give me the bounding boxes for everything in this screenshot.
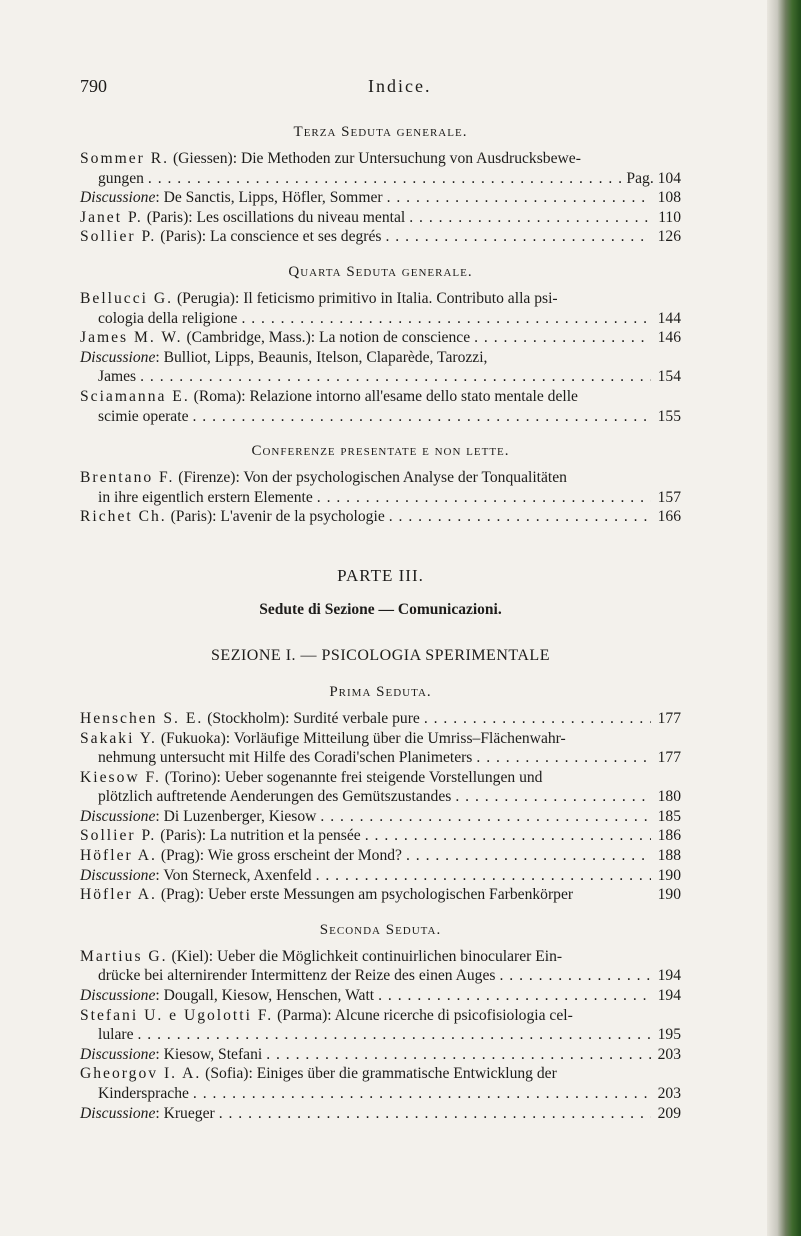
dot-leader bbox=[409, 208, 651, 228]
entry-title-text: (Prag): Wie gross erscheint der Mond? bbox=[160, 847, 402, 865]
page-reference: 110 bbox=[658, 208, 681, 226]
dot-leader bbox=[140, 367, 651, 387]
entry-line bbox=[80, 367, 681, 387]
entry-title-text: (Giessen): Die Methoden zur Untersuchung von Ausdrucksbewe- bbox=[172, 150, 581, 167]
page-reference: 188 bbox=[657, 847, 681, 865]
discussion-label: Discussione bbox=[80, 1045, 156, 1063]
entry-text bbox=[80, 885, 573, 905]
entry-title-text: (Perugia): Il feticismo primitivo in Italia. Contributo alla psi- bbox=[176, 289, 558, 307]
index-entry bbox=[80, 188, 681, 208]
author-name: Kiesow F. bbox=[80, 768, 161, 786]
dot-leader bbox=[317, 488, 651, 508]
entry-line bbox=[80, 1084, 681, 1104]
page-reference: 195 bbox=[657, 1026, 681, 1044]
entry-line bbox=[80, 507, 681, 527]
entry-text bbox=[80, 807, 316, 827]
entry-text bbox=[80, 1007, 573, 1024]
page-reference: 157 bbox=[657, 488, 681, 506]
index-entry bbox=[80, 986, 681, 1006]
entry-title-text: in ihre eigentlich erstern Elemente bbox=[98, 488, 313, 506]
entry-title-text: gungen bbox=[98, 169, 144, 187]
entry-line bbox=[80, 787, 681, 807]
dot-leader bbox=[219, 1104, 651, 1124]
entry-line bbox=[80, 227, 681, 247]
author-name: Sollier P. bbox=[80, 228, 157, 246]
entry-title-text: Kindersprache bbox=[98, 1085, 189, 1102]
entry-text bbox=[80, 388, 578, 405]
part-title: PARTE III. bbox=[337, 565, 424, 585]
dot-leader bbox=[193, 407, 652, 427]
dot-leader bbox=[148, 169, 623, 189]
section-heading: Quarta Seduta generale. bbox=[288, 263, 473, 280]
section-heading: Terza Seduta generale. bbox=[293, 124, 468, 140]
entry-text bbox=[98, 169, 144, 189]
entry-line bbox=[80, 1006, 681, 1026]
entry-text bbox=[98, 787, 451, 807]
entry-title-text: (Stockholm): Surdité verbale pure bbox=[207, 709, 420, 727]
entry-title-text: : Krueger bbox=[155, 1104, 215, 1122]
page-reference: 108 bbox=[657, 189, 681, 207]
entry-title-text: plötzlich auftretende Aenderungen des Gemütszustandes bbox=[98, 788, 452, 806]
author-name: Bellucci G. bbox=[80, 289, 174, 307]
part-subtitle: Sedute di Sezione — Comunicazioni. bbox=[259, 600, 502, 618]
entry-title-text: (Cambridge, Mass.): La notion de conscience bbox=[186, 329, 471, 347]
entry-title-text: : Di Luzenberger, Kiesow bbox=[155, 807, 317, 825]
discussion-label: Discussione bbox=[80, 348, 156, 366]
author-name: Gheorgov I. A. bbox=[80, 1065, 202, 1083]
author-name: Sciamanna E. bbox=[80, 387, 190, 405]
entry-title-text: (Prag): Ueber erste Messungen am psychologischen Farbenkörper bbox=[160, 886, 574, 904]
page-reference: 194 bbox=[657, 967, 681, 985]
entry-text bbox=[80, 150, 581, 167]
page-edge-scan-artifact bbox=[767, 0, 801, 1236]
index-entry bbox=[80, 947, 681, 986]
index-content bbox=[80, 121, 681, 1123]
running-title: Indice. bbox=[368, 76, 432, 96]
entry-text bbox=[80, 826, 361, 846]
dot-leader bbox=[316, 866, 651, 886]
author-name: Janet P. bbox=[80, 208, 143, 226]
entry-text bbox=[98, 407, 189, 427]
page-reference: 203 bbox=[657, 1085, 681, 1102]
entry-text bbox=[80, 328, 470, 348]
index-entry bbox=[80, 1104, 681, 1124]
page-number: 790 bbox=[80, 76, 107, 96]
section-heading: Conferenze presentate e non lette. bbox=[251, 443, 510, 460]
entry-line bbox=[80, 885, 681, 905]
page-reference: 203 bbox=[657, 1045, 681, 1063]
entry-line bbox=[80, 966, 681, 986]
entry-title-text: : Dougall, Kiesow, Henschen, Watt bbox=[155, 987, 375, 1005]
index-entry bbox=[80, 807, 681, 827]
entry-text bbox=[80, 290, 558, 307]
entry-text bbox=[98, 309, 237, 329]
page-reference: 190 bbox=[657, 886, 681, 904]
index-entry bbox=[80, 289, 681, 328]
index-entry bbox=[80, 149, 681, 188]
entry-title-text: : De Sanctis, Lipps, Höfler, Sommer bbox=[155, 189, 383, 207]
page-header bbox=[80, 70, 680, 100]
dot-leader bbox=[386, 227, 652, 247]
author-name: Martius G. bbox=[80, 947, 168, 965]
entry-line bbox=[80, 208, 681, 228]
entry-title-text: (Parma): Alcune ricerche di psicofisiologia cel- bbox=[277, 1006, 573, 1024]
entry-text bbox=[98, 1025, 134, 1045]
entry-line bbox=[80, 188, 681, 208]
dot-leader bbox=[266, 1045, 651, 1065]
author-name: Stefani U. e Ugolotti F. bbox=[80, 1006, 274, 1024]
entry-title-text: (Paris): La nutrition et la pensée bbox=[160, 827, 361, 845]
entry-title-text: (Torino): Ueber sogenannte frei steigende Vorstellungen und bbox=[164, 768, 543, 786]
dot-leader bbox=[424, 709, 651, 729]
entry-title-text: drücke bei alternirender Intermittenz der Reize des einen Auges bbox=[98, 967, 496, 985]
entry-text bbox=[80, 469, 567, 486]
index-entry bbox=[80, 729, 681, 768]
entry-line bbox=[80, 348, 681, 368]
page-reference: 185 bbox=[657, 807, 681, 825]
page-reference: 146 bbox=[657, 329, 681, 347]
entry-text bbox=[80, 769, 542, 786]
entry-title-text: scimie operate bbox=[98, 407, 189, 425]
entry-text bbox=[80, 507, 385, 527]
entry-text bbox=[80, 349, 487, 366]
entry-text bbox=[98, 488, 313, 508]
entry-line bbox=[80, 1045, 681, 1065]
index-entry bbox=[80, 826, 681, 846]
entry-title-text: (Paris): Les oscillations du niveau mental bbox=[146, 208, 406, 226]
entry-text bbox=[80, 208, 405, 228]
entry-text bbox=[80, 1104, 215, 1124]
index-entry bbox=[80, 227, 681, 247]
index-entry bbox=[80, 709, 681, 729]
entry-line bbox=[80, 807, 681, 827]
index-entry bbox=[80, 885, 681, 905]
dot-leader bbox=[193, 1084, 651, 1104]
index-entry bbox=[80, 866, 681, 886]
dot-leader bbox=[406, 846, 651, 866]
discussion-label: Discussione bbox=[80, 807, 156, 825]
dot-leader bbox=[474, 328, 651, 348]
entry-line bbox=[80, 149, 681, 169]
index-entry bbox=[80, 768, 681, 807]
entry-title-text: (Sofia): Einiges über die grammatische Entwicklung der bbox=[205, 1065, 557, 1083]
page-reference: 180 bbox=[657, 788, 681, 806]
page-reference: 186 bbox=[657, 827, 681, 845]
entry-title-text: (Roma): Relazione intorno all'esame dello stato mentale delle bbox=[193, 387, 578, 405]
entry-text bbox=[80, 1065, 557, 1082]
sezione-title: SEZIONE I. — PSICOLOGIA SPERIMENTALE bbox=[211, 646, 550, 664]
index-entry bbox=[80, 1045, 681, 1065]
entry-text bbox=[98, 966, 495, 986]
entry-text bbox=[80, 846, 402, 866]
entry-title-text: (Paris): L'avenir de la psychologie bbox=[170, 508, 385, 526]
entry-text bbox=[98, 1084, 189, 1104]
entry-line bbox=[80, 289, 681, 309]
entry-line bbox=[80, 709, 681, 729]
entry-line bbox=[80, 748, 681, 768]
dot-leader bbox=[455, 787, 651, 807]
discussion-label: Discussione bbox=[80, 987, 156, 1005]
dot-leader bbox=[378, 986, 651, 1006]
entry-line bbox=[80, 309, 681, 329]
entry-title-text: (Kiel): Ueber die Möglichkeit continuirlichen binocularer Ein- bbox=[171, 947, 563, 965]
entry-line bbox=[80, 1064, 681, 1084]
entry-text bbox=[80, 227, 382, 247]
entry-line bbox=[80, 1104, 681, 1124]
entry-title-text: (Fukuoka): Vorläufige Mitteilung über die Umriss–Flächenwahr- bbox=[160, 729, 566, 747]
page-reference: Pag. 104 bbox=[626, 169, 681, 187]
author-name: Richet Ch. bbox=[80, 508, 167, 526]
dot-leader bbox=[320, 807, 651, 827]
entry-line bbox=[80, 986, 681, 1006]
section-heading: Seconda Seduta. bbox=[319, 921, 442, 938]
index-entry bbox=[80, 1006, 681, 1045]
entry-text bbox=[80, 986, 374, 1006]
entry-title-text: lulare bbox=[98, 1026, 134, 1044]
entry-title-text: : Kiesow, Stefani bbox=[155, 1045, 263, 1063]
entry-line bbox=[80, 407, 681, 427]
author-name: Brentano F. bbox=[80, 469, 175, 487]
entry-line bbox=[80, 468, 681, 488]
page-reference: 144 bbox=[657, 309, 681, 327]
dot-leader bbox=[389, 507, 651, 527]
page-reference: 154 bbox=[657, 368, 681, 386]
entry-title-text: (Paris): La conscience et ses degrés bbox=[160, 228, 382, 246]
entry-title-text: : Von Sterneck, Axenfeld bbox=[155, 866, 312, 884]
author-name: James M. W. bbox=[80, 329, 183, 347]
entry-line bbox=[80, 768, 681, 788]
dot-leader bbox=[499, 966, 651, 986]
entry-text bbox=[80, 709, 420, 729]
discussion-label: Discussione bbox=[80, 1104, 156, 1122]
section-heading: Prima Seduta. bbox=[329, 683, 432, 700]
page-reference: 126 bbox=[657, 228, 681, 246]
entry-title-text: : Bulliot, Lipps, Beaunis, Itelson, Claparède, Tarozzi, bbox=[155, 348, 488, 366]
entry-line bbox=[80, 866, 681, 886]
dot-leader bbox=[138, 1025, 652, 1045]
entry-line bbox=[80, 488, 681, 508]
discussion-label: Discussione bbox=[80, 866, 156, 884]
entry-line bbox=[80, 826, 681, 846]
page-reference: 166 bbox=[657, 508, 681, 526]
dot-leader bbox=[476, 748, 651, 768]
index-entry bbox=[80, 846, 681, 866]
entry-line bbox=[80, 729, 681, 749]
entry-line bbox=[80, 328, 681, 348]
dot-leader bbox=[387, 188, 651, 208]
entry-text bbox=[80, 1045, 262, 1065]
page-reference: 194 bbox=[657, 987, 681, 1005]
page-reference: 177 bbox=[657, 749, 681, 767]
author-name: Höfler A. bbox=[80, 886, 157, 904]
entry-line bbox=[80, 947, 681, 967]
entry-text bbox=[98, 367, 136, 387]
entry-text bbox=[80, 730, 566, 747]
entry-line bbox=[80, 169, 681, 189]
page-reference: 155 bbox=[657, 407, 681, 425]
author-name: Sakaki Y. bbox=[80, 729, 157, 747]
discussion-label: Discussione bbox=[80, 189, 156, 207]
entry-title-text: James bbox=[98, 368, 137, 386]
page-reference: 177 bbox=[657, 709, 681, 727]
index-entry bbox=[80, 1064, 681, 1103]
page-reference: 190 bbox=[657, 866, 681, 884]
index-entry bbox=[80, 507, 681, 527]
author-name: Höfler A. bbox=[80, 847, 157, 865]
entry-text bbox=[80, 948, 562, 965]
author-name: Henschen S. E. bbox=[80, 709, 204, 727]
index-entry bbox=[80, 468, 681, 507]
entry-text bbox=[80, 188, 383, 208]
entry-text bbox=[98, 748, 472, 768]
entry-title-text: nehmung untersucht mit Hilfe des Coradi'schen Planimeters bbox=[98, 749, 473, 767]
index-entry bbox=[80, 208, 681, 228]
dot-leader bbox=[365, 826, 651, 846]
dot-leader bbox=[241, 309, 651, 329]
entry-line bbox=[80, 1025, 681, 1045]
index-entry bbox=[80, 348, 681, 387]
entry-title-text: (Firenze): Von der psychologischen Analyse der Tonqualitäten bbox=[178, 469, 567, 487]
entry-line bbox=[80, 846, 681, 866]
index-entry bbox=[80, 328, 681, 348]
entry-title-text: cologia della religione bbox=[98, 309, 238, 327]
author-name: Sollier P. bbox=[80, 827, 157, 845]
entry-text bbox=[80, 866, 312, 886]
index-entry bbox=[80, 387, 681, 426]
author-name: Sommer R. bbox=[80, 150, 170, 167]
entry-line bbox=[80, 387, 681, 407]
page-reference: 209 bbox=[657, 1104, 681, 1122]
